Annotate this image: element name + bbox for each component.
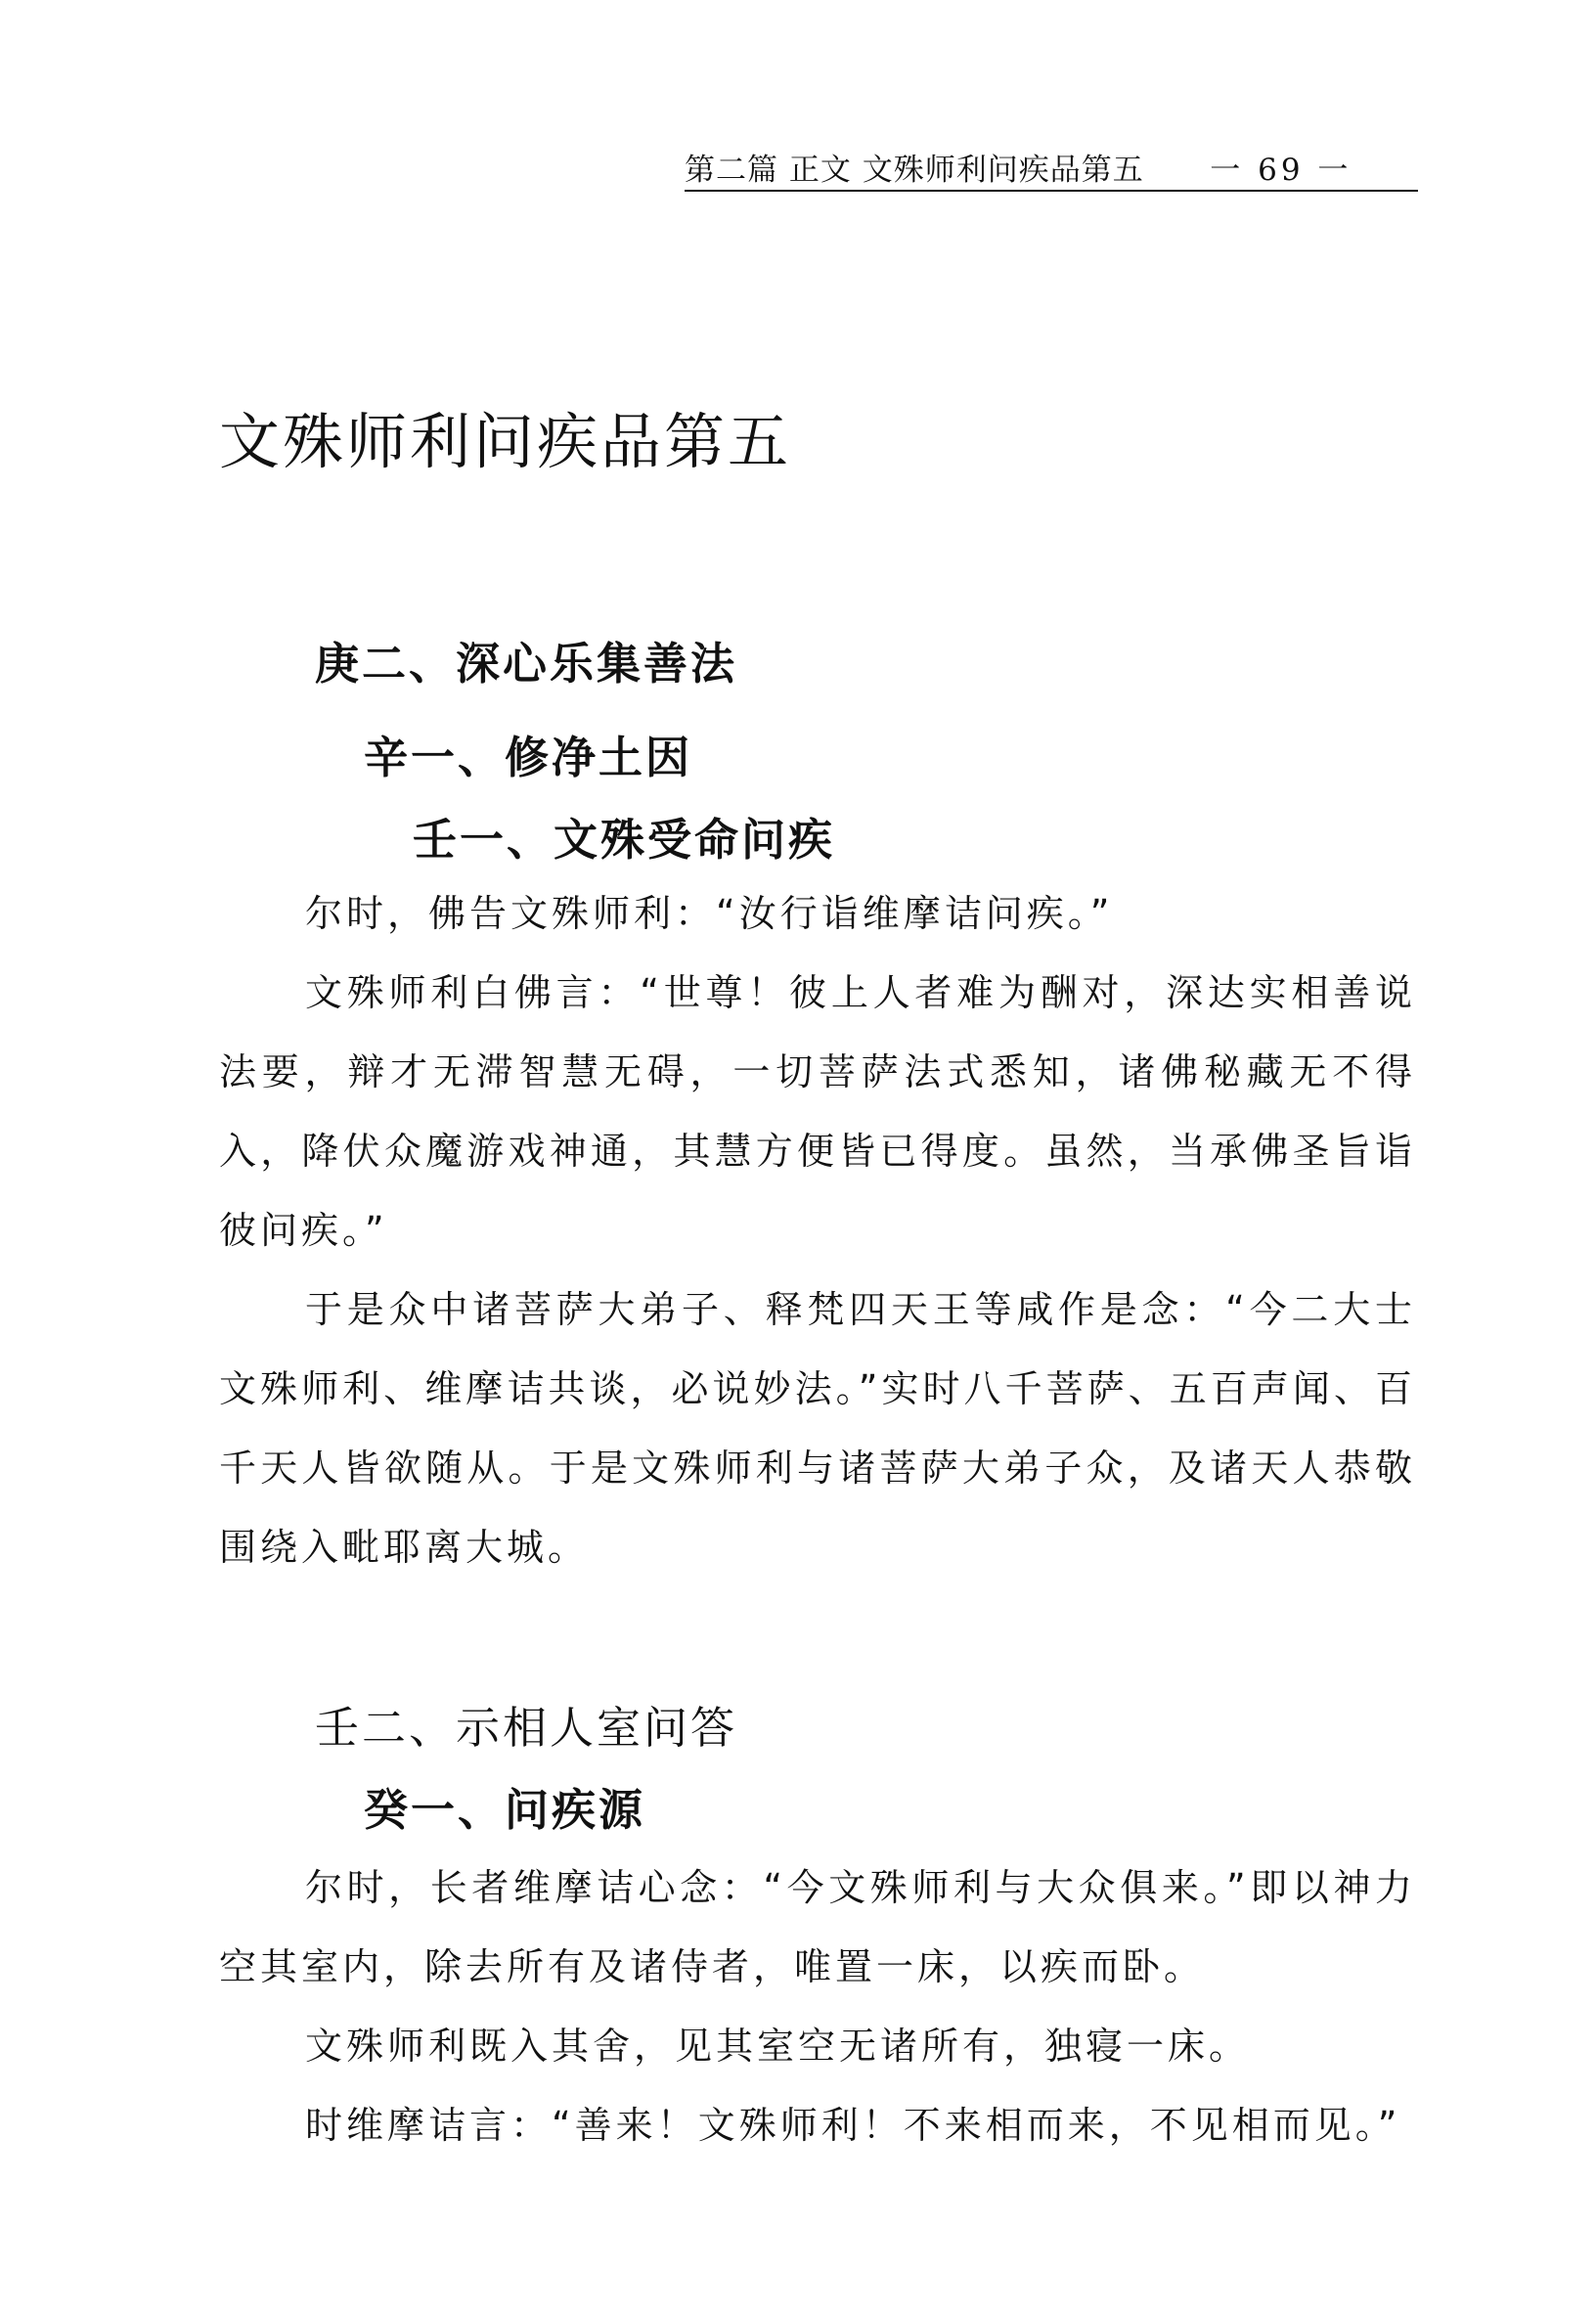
section-heading-ren-2: 壬二、示相人室问答 xyxy=(315,1702,738,1754)
paragraph-4: 尔时，长者维摩诘心念：“今文殊师利与大众俱来。”即以神力空其室内，除去所有及诸侍者，唯置一床，以疾而卧。 xyxy=(219,1866,1416,1988)
running-title: 第二篇 正文 文殊师利问疾品第五 xyxy=(685,152,1144,188)
section-heading-gui-1: 癸一、问疾源 xyxy=(364,1784,646,1836)
section-heading-geng-2: 庚二、深心乐集善法 xyxy=(315,638,738,690)
page-number: 一 69 一 xyxy=(1210,152,1352,188)
paragraph-3: 于是众中诸菩萨大弟子、释梵四天王等咸作是念：“今二大士文殊师利、维摩诘共谈，必说妙法。”实时八千菩萨、五百声闻、百千天人皆欲随从。于是文殊师利与诸菩萨大弟子众，及诸天人恭敬围绕入毗耶离大城。 xyxy=(219,1288,1416,1569)
section-heading-ren-1: 壬一、文殊受命问疾 xyxy=(413,814,836,866)
paragraph-6: 时维摩诘言：“善来！文殊师利！不来相而来，不见相而见。” xyxy=(305,2104,1401,2147)
paragraph-1: 尔时，佛告文殊师利：“汝行诣维摩诘问疾。” xyxy=(305,892,1114,935)
section-heading-xin-1: 辛一、修净土因 xyxy=(364,732,693,783)
paragraph-2: 文殊师利白佛言：“世尊！彼上人者难为酬对，深达实相善说法要，辩才无滞智慧无碍，一切菩萨法式悉知，诸佛秘藏无不得入，降伏众魔游戏神通，其慧方便皆已得度。虽然，当承佛圣旨诣彼问疾。” xyxy=(219,971,1416,1252)
chapter-title: 文殊师利问疾品第五 xyxy=(219,406,792,477)
running-header xyxy=(685,143,1418,192)
paragraph-5: 文殊师利既入其舍，见其室空无诸所有，独寝一床。 xyxy=(305,2025,1251,2068)
